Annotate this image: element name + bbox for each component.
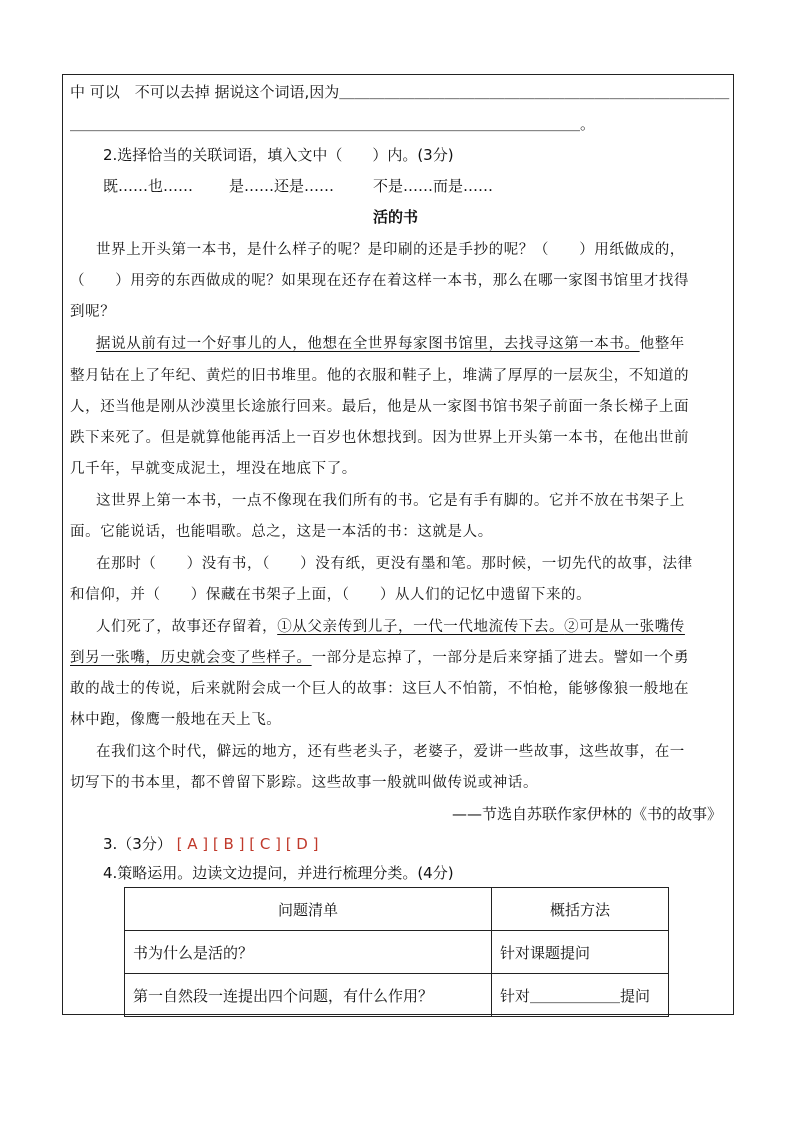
question-table xyxy=(124,887,669,1017)
p5-line-4: 林中跑，像鹰一般地在天上飞。 xyxy=(70,712,282,728)
table-row xyxy=(125,931,669,974)
table-row xyxy=(125,974,669,1017)
p2-line-2: 整月钻在上了年纪、黄烂的旧书堆里。他的衣服和鞋子上，堆满了厚厚的一层灰尘，不知道的 xyxy=(70,368,690,384)
p5-line-2 xyxy=(70,648,689,668)
q2-option-3: 不是……而是…… xyxy=(373,177,494,195)
p2-line-1 xyxy=(96,334,685,354)
p5-sentence-2a: ②可是从一张嘴传 xyxy=(564,619,685,635)
p5-line-3: 敢的战士的传说，后来就附会成一个巨人的故事：这巨人不怕箭，不怕枪，能够像狼一般地在 xyxy=(70,681,690,697)
p3-line-2: 面。它能说话，也能唱歌。总之，这是一本活的书：这就是人。 xyxy=(70,524,493,540)
q4-prompt: 4.策略运用。边读文边提问，并进行梳理分类。(4分) xyxy=(103,864,454,882)
p5-rest: 一部分是忘掉了，一部分是后来穿插了进去。譬如一个勇 xyxy=(311,650,690,666)
q2-option-1: 既……也…… xyxy=(103,177,194,195)
p1-line-2: （ ）用旁的东西做成的呢？如果现在还存在着这样一本书，那么在哪一家图书馆里才找得 xyxy=(70,273,690,289)
q2-prompt: 2.选择恰当的关联词语，填入文中（ ）内。(3分) xyxy=(103,146,454,164)
p5-line-1 xyxy=(96,617,685,637)
passage-source: ——节选自苏联作家伊林的《书的故事》 xyxy=(451,805,722,823)
q1-answer-line-2: ＿＿＿＿＿＿＿＿＿＿＿＿＿＿＿＿＿＿＿＿＿＿＿＿＿＿＿＿＿＿＿＿＿＿。 xyxy=(70,115,596,133)
q3-answer-choices[interactable]: [ A ] [ B ] [ C ] [ D ] xyxy=(176,835,319,853)
p5-lead: 人们死了，故事还存留着， xyxy=(96,619,278,635)
row-1-method: 针对课题提问 xyxy=(492,931,669,974)
q2-option-2: 是……还是…… xyxy=(229,177,335,195)
p5-sentence-2b: 到另一张嘴，历史就会变了些样子。 xyxy=(70,650,312,666)
p1-line-1: 世界上开头第一本书，是什么样子的呢？是印刷的还是手抄的呢？（ ）用纸做成的， xyxy=(96,242,685,258)
header-summary-method: 概括方法 xyxy=(492,888,669,931)
p2-rest: 他整年 xyxy=(639,336,685,352)
p2-underlined-sentence: 据说从前有过一个好事儿的人，他想在全世界每家图书馆里，去找寻这第一本书。 xyxy=(96,336,640,352)
p2-line-5: 几千年，早就变成泥土，埋没在地底下了。 xyxy=(70,461,357,477)
header-question-list: 问题清单 xyxy=(125,888,492,931)
row-1-question: 书为什么是活的？ xyxy=(125,931,492,974)
q3-prompt: 3.（3分） xyxy=(103,835,172,853)
p4-line-1: 在那时（ ）没有书，（ ）没有纸，更没有墨和笔。那时候，一切先代的故事，法律 xyxy=(96,556,693,572)
row-2-method[interactable]: 针对＿＿＿＿＿＿提问 xyxy=(492,974,669,1017)
p5-sentence-1: ①从父亲传到儿子，一代一代地流传下去。 xyxy=(277,619,565,635)
p4-line-2: 和信仰，并（ ）保藏在书架子上面，（ ）从人们的记忆中遗留下来的。 xyxy=(70,587,592,603)
row-2-question: 第一自然段一连提出四个问题，有什么作用？ xyxy=(125,974,492,1017)
passage-title: 活的书 xyxy=(373,208,419,226)
p3-line-1: 这世界上第一本书，一点不像现在我们所有的书。它是有手有脚的。它并不放在书架子上 xyxy=(96,493,685,509)
p2-line-4: 跌下来死了。但是就算他能再活上一百岁也休想找到。因为世界上开头第一本书，在他出世前 xyxy=(70,430,690,446)
p2-line-3: 人，还当他是刚从沙漠里长途旅行回来。最后，他是从一家图书馆书架子前面一条长梯子上面 xyxy=(70,399,690,415)
p1-line-3: 到呢？ xyxy=(70,304,116,320)
p6-line-2: 切写下的书本里，都不曾留下影踪。这些故事一般就叫做传说或神话。 xyxy=(70,775,539,791)
q3-line xyxy=(103,834,318,854)
table-header-row xyxy=(125,888,669,931)
p6-line-1: 在我们这个时代，僻远的地方，还有些老头子，老婆子，爱讲一些故事，这些故事，在一 xyxy=(96,744,685,760)
q1-answer-line-1: 中 可以 不可以去掉 据说这个词语,因为＿＿＿＿＿＿＿＿＿＿＿＿＿＿＿＿＿＿＿＿＿＿＿＿＿＿ xyxy=(70,83,730,101)
